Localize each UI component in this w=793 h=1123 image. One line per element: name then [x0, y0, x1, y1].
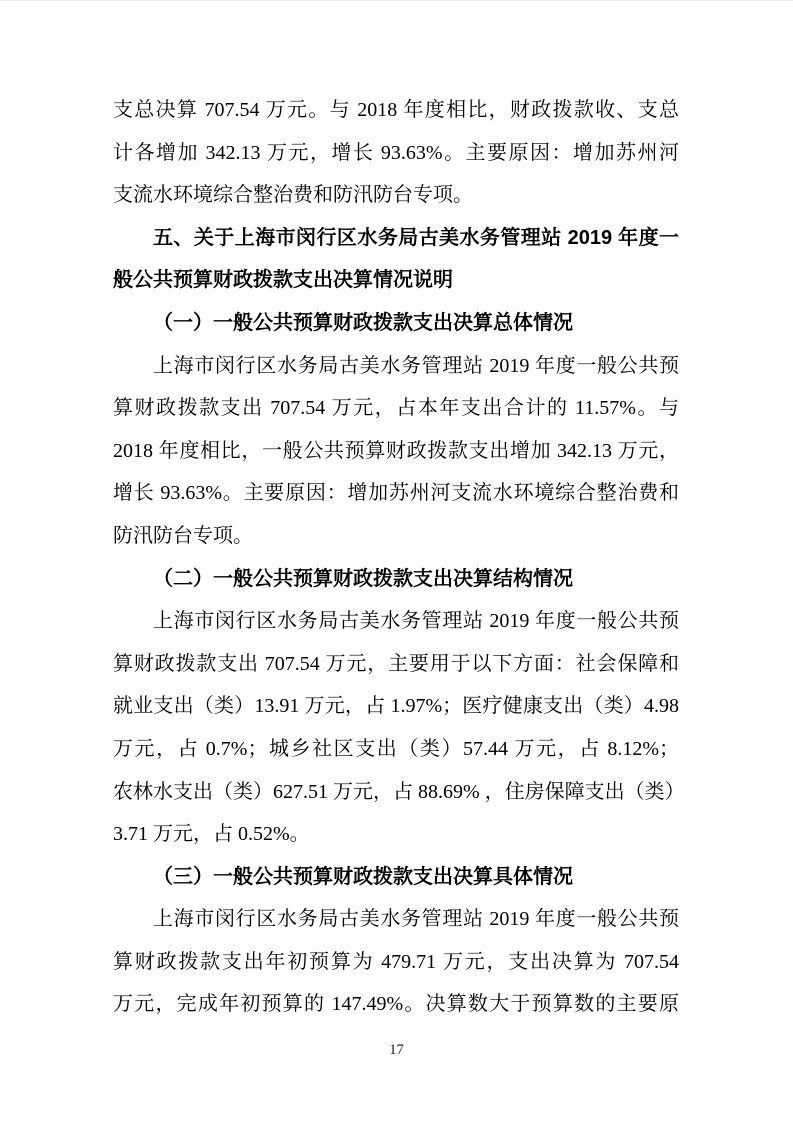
text-line: 防汛防台专项。	[113, 524, 253, 547]
text-line: 就业支出（类）13.91 万元，占 1.97%；医疗健康支出（类）4.98	[113, 695, 679, 718]
heading-line: （三）一般公共预算财政拨款支出决算具体情况	[153, 865, 573, 888]
text-line: 增长 93.63%。主要原因：增加苏州河支流水环境综合整治费和	[113, 482, 679, 505]
text-line: 算财政拨款支出 707.54 万元，主要用于以下方面：社会保障和	[113, 652, 679, 675]
heading-line: 五、关于上海市闵行区水务局古美水务管理站 2019 年度一	[153, 226, 679, 249]
continued-paragraph	[113, 89, 679, 217]
text-line: 算财政拨款支出年初预算为 479.71 万元，支出决算为 707.54	[113, 950, 679, 973]
text-line: 农林水支出（类）627.51 万元，占 88.69% ，住房保障支出（类）	[113, 780, 685, 803]
heading-line: 般公共预算财政拨款支出决算情况说明	[113, 269, 453, 292]
text-line: 上海市闵行区水务局古美水务管理站 2019 年度一般公共预	[153, 354, 679, 377]
text-line: 计各增加 342.13 万元，增长 93.63%。主要原因：增加苏州河	[113, 141, 679, 164]
text-line: 万元，完成年初预算的 147.49%。决算数大于预算数的主要原	[113, 993, 679, 1016]
section-5-heading	[113, 217, 679, 302]
text-line: 支流水环境综合整治费和防汛防台专项。	[113, 184, 473, 207]
paragraph-detail-situation	[113, 898, 679, 1026]
text-line: 万元，占 0.7%；城乡社区支出（类）57.44 万元，占 8.12%；	[113, 737, 679, 760]
paragraph-structure-situation	[113, 600, 685, 856]
page-number: 17	[389, 1042, 404, 1058]
text-line: 2018 年度相比，一般公共预算财政拨款支出增加 342.13 万元，	[113, 439, 679, 462]
heading-line: （二）一般公共预算财政拨款支出决算结构情况	[153, 567, 573, 590]
heading-line: （一）一般公共预算财政拨款支出决算总体情况	[153, 311, 573, 334]
subsection-2-heading	[113, 558, 679, 601]
text-line: 3.71 万元，占 0.52%。	[113, 823, 310, 846]
text-line: 上海市闵行区水务局古美水务管理站 2019 年度一般公共预	[153, 610, 679, 633]
text-line: 支总决算 707.54 万元。与 2018 年度相比，财政拨款收、支总	[113, 99, 679, 121]
subsection-1-heading	[113, 302, 679, 345]
paragraph-overall-situation	[113, 345, 679, 558]
text-line: 算财政拨款支出 707.54 万元，占本年支出合计的 11.57%。与	[113, 397, 679, 420]
text-line: 上海市闵行区水务局古美水务管理站 2019 年度一般公共预	[153, 908, 679, 931]
document-body	[113, 89, 685, 1026]
subsection-3-heading	[113, 856, 679, 899]
